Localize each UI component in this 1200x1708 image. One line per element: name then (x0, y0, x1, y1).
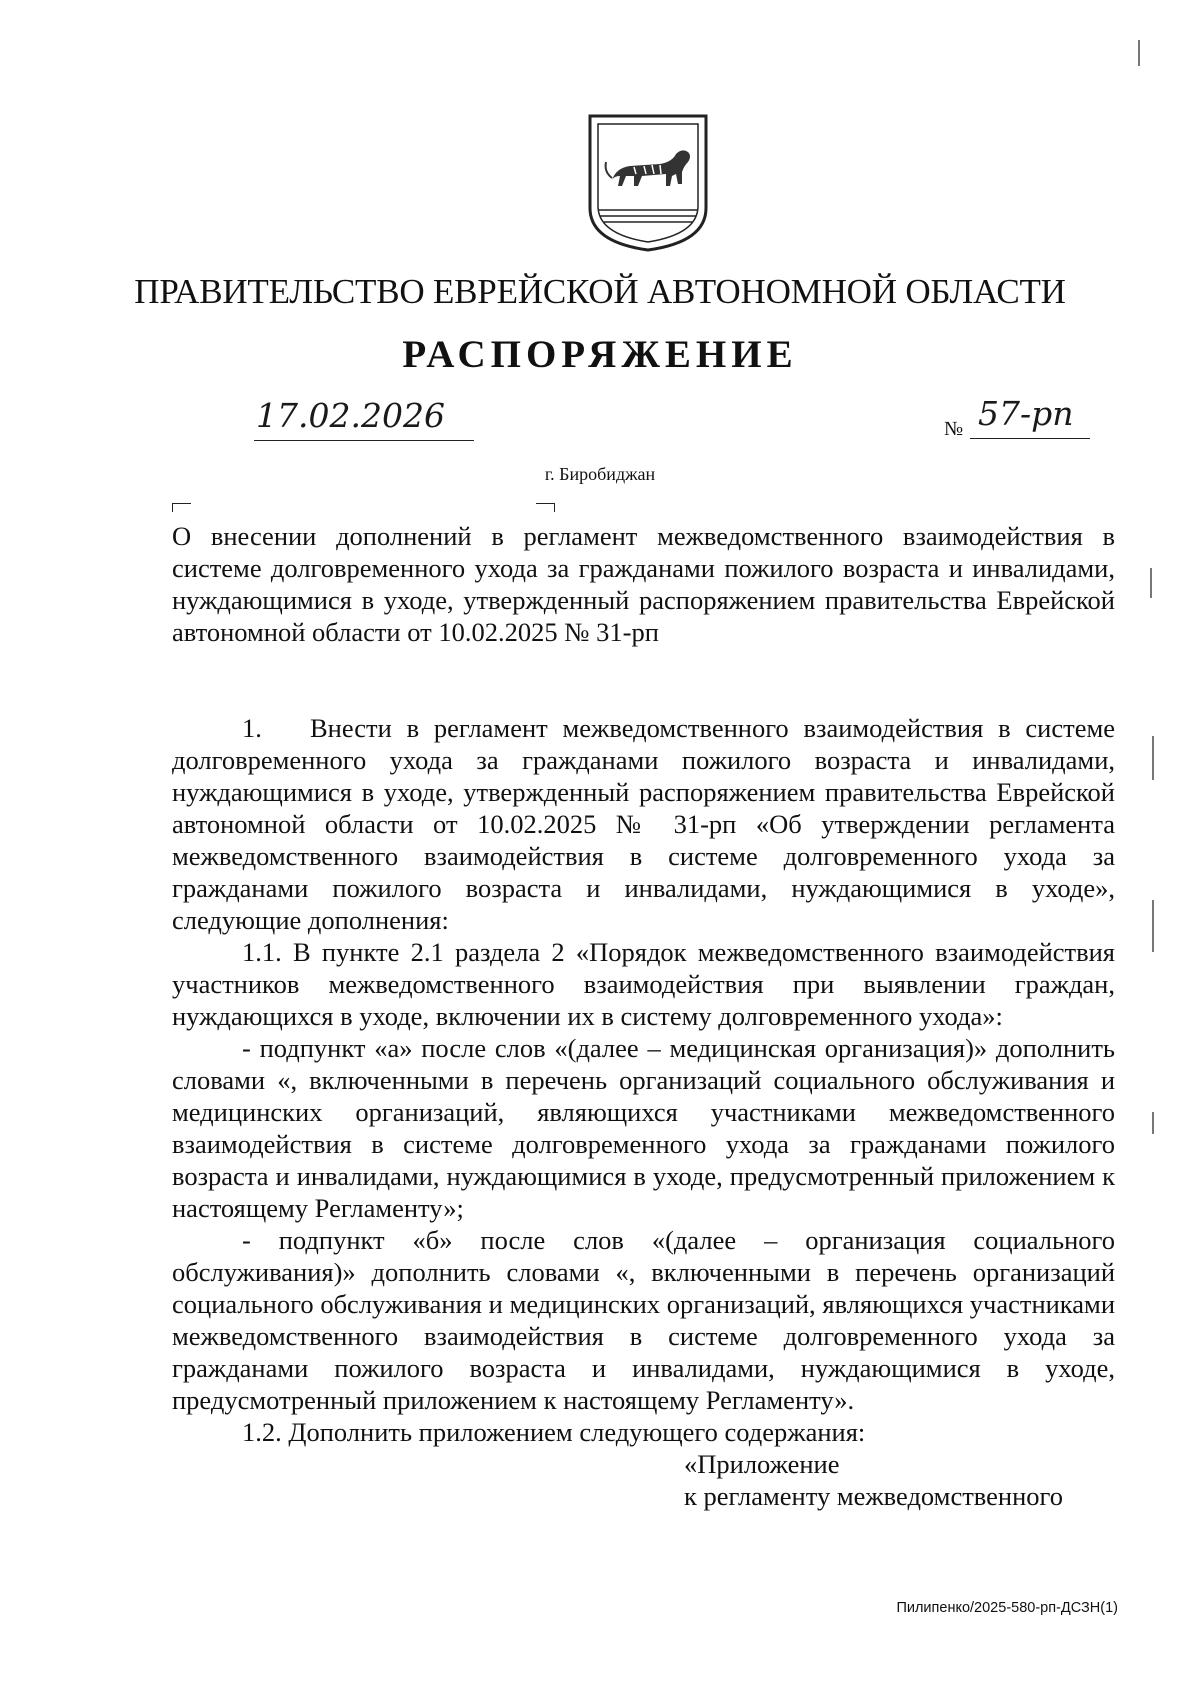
footer-reference: Пилипенко/2025-580-рп-ДСЗН(1) (896, 1600, 1118, 1616)
organization-title: ПРАВИТЕЛЬСТВО ЕВРЕЙСКОЙ АВТОНОМНОЙ ОБЛАСТИ (134, 272, 1066, 311)
paragraph-subitem-a: - подпункт «а» после слов «(далее – медицинская организация)» дополнить словами «, включенными в перечень организаций социального обслуживания и медицинских организаций, являющихся участниками межведомственного взаимодействия в системе долговременного ухода за гражданами пожилого возраста и инвалидами, нуждающимися в уходе, предусмотренный приложением к настоящему Регламенту»; (172, 1033, 1115, 1223)
paragraph-item-1-2: 1.2. Дополнить приложением следующего содержания: (242, 1417, 866, 1447)
paragraph-item-1-1: 1.1. В пункте 2.1 раздела 2 «Порядок межведомственного взаимодействия участников межведомственного взаимодействия при выявлении граждан, нуждающихся в уходе, включении их в систему долговременного ухода»: (172, 937, 1115, 1031)
paragraph-item-1 (172, 712, 1115, 936)
document-body (172, 712, 1115, 1512)
date-field (254, 396, 474, 441)
number-field (970, 394, 1090, 439)
scan-artifact (1138, 40, 1140, 66)
document-type: РАСПОРЯЖЕНИЕ (402, 333, 798, 376)
scan-artifact (1150, 568, 1152, 598)
handwritten-date: 17.02.2026 (256, 396, 445, 435)
handwritten-number: 57-рп (978, 394, 1074, 433)
document-subject: О внесении дополнений в регламент межведомственного взаимодействия в системе долговременного ухода за гражданами пожилого возраста и инвалидами, нуждающимися в уходе, утвержденный распоряжением правительства Еврейской автономной области от 10.02.2025 № 31-рп (172, 521, 1115, 647)
scan-artifact (1152, 900, 1154, 952)
item-number: 1. (242, 713, 262, 743)
item-1-text: Внести в регламент межведомственного взаимодействия в системе долговременного ухода за гражданами пожилого возраста и инвалидами, нуждающимися в уходе, утвержденный распоряжением правительства Еврейской автономной области от 10.02.2025 № 31-рп «Об утверждении регламента межведомственного взаимодействия в системе долговременного ухода за гражданами пожилого возраста и инвалидами, нуждающимися в уходе», следующие дополнения: (172, 713, 1115, 935)
subject-corner-right (536, 503, 555, 512)
scan-artifact (1152, 1112, 1154, 1134)
city: г. Биробиджан (544, 464, 656, 484)
scan-artifact (1152, 736, 1154, 780)
region-coat-of-arms-icon (586, 112, 710, 252)
appendix-heading-line-2: к регламенту межведомственного (684, 1481, 1063, 1511)
paragraph-subitem-b: - подпункт «б» после слов «(далее – организация социального обслуживания)» дополнить словами «, включенными в перечень организаций социального обслуживания и медицинских организаций, являющихся участниками межведомственного взаимодействия в системе долговременного ухода за гражданами пожилого возраста и инвалидами, нуждающимися в уходе, предусмотренный приложением к настоящему Регламенту». (172, 1225, 1115, 1415)
appendix-heading-line-1: «Приложение (684, 1449, 840, 1479)
number-label: № (944, 418, 964, 440)
subject-corner-left (172, 503, 191, 512)
